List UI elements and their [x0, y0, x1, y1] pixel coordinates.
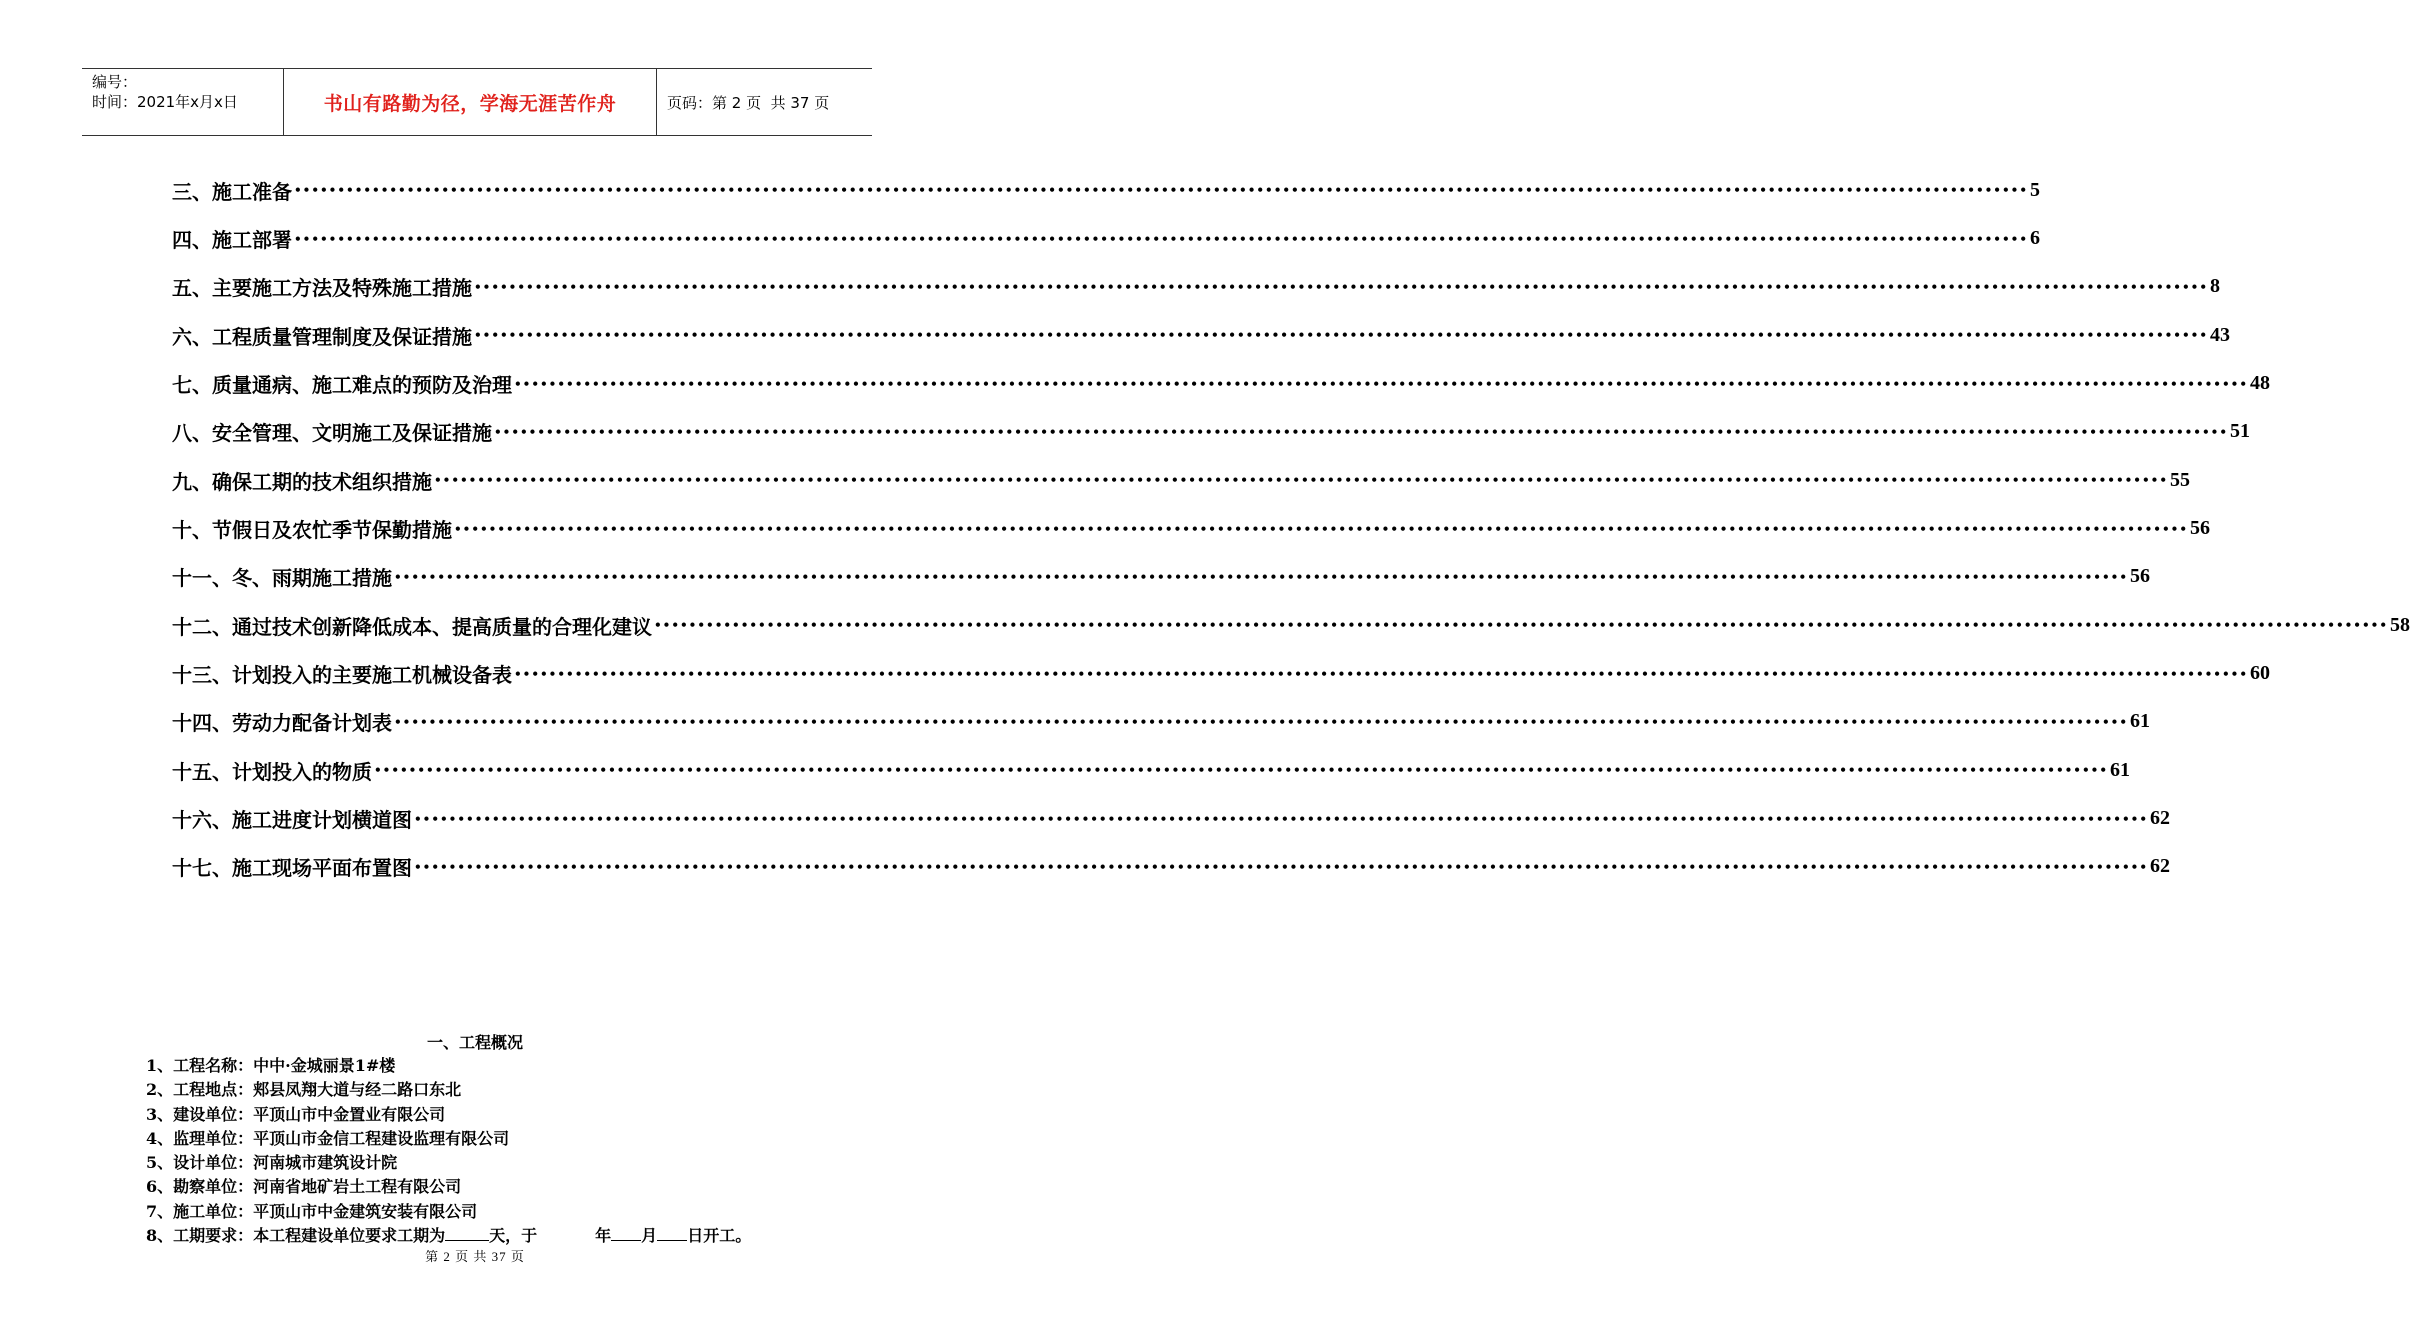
toc-entry[interactable]	[172, 214, 2040, 262]
days-blank[interactable]	[445, 1226, 489, 1241]
overview-item: 2、工程地点：郏县凤翔大道与经二路口东北	[146, 1080, 462, 1100]
toc-entry-title: 十六、施工进度计划横道图	[172, 808, 412, 833]
toc-entry-title: 十二、通过技术创新降低成本、提高质量的合理化建议	[172, 614, 652, 639]
toc-entry-page: 55	[2169, 468, 2190, 491]
toc-entry[interactable]	[172, 263, 2220, 311]
toc-entry[interactable]	[172, 698, 2150, 746]
toc-entry[interactable]	[172, 649, 2270, 697]
toc-leader-dots: ••••••••••••••••••••••••••••••••••••••••••••••••••••••••••••••••••••••••••••••••••••••••••••••••••••••••••••••••••••••••••••••••••••••••••••••••••••••••••••••••••••••••••••••••••••••••••••••••••••••••	[474, 279, 2208, 294]
toc-leader-dots: ••••••••••••••••••••••••••••••••••••••••••••••••••••••••••••••••••••••••••••••••••••••••••••••••••••••••••••••••••••••••••••••••••••••••••••••••••••••••••••••••••••••••••••••••••••••••••••••••••••••••	[374, 763, 2108, 778]
header-time: 时间：2021年x月x日	[92, 93, 238, 111]
toc-entry-page: 8	[2209, 275, 2220, 298]
toc-entry-title: 十、节假日及农忙季节保勤措施	[172, 518, 452, 543]
toc-entry[interactable]	[172, 553, 2150, 601]
toc-entry-title: 四、施工部署	[172, 228, 292, 253]
table-of-contents	[172, 166, 2410, 891]
toc-entry-title: 六、工程质量管理制度及保证措施	[172, 324, 472, 349]
toc-entry-title: 五、主要施工方法及特殊施工措施	[172, 276, 472, 301]
toc-entry-title: 八、安全管理、文明施工及保证措施	[172, 421, 492, 446]
toc-entry-title: 十四、劳动力配备计划表	[172, 711, 392, 736]
toc-entry[interactable]	[172, 456, 2190, 504]
toc-entry-title: 七、质量通病、施工难点的预防及治理	[172, 373, 512, 398]
toc-entry[interactable]	[172, 843, 2170, 891]
toc-entry[interactable]	[172, 408, 2250, 456]
month-label: 月	[641, 1226, 658, 1246]
toc-leader-dots: ••••••••••••••••••••••••••••••••••••••••••••••••••••••••••••••••••••••••••••••••••••••••••••••••••••••••••••••••••••••••••••••••••••••••••••••••••••••••••••••••••••••••••••••••••••••••••••••••••••••••	[494, 424, 2228, 439]
toc-entry-page: 62	[2149, 807, 2170, 830]
toc-leader-dots: ••••••••••••••••••••••••••••••••••••••••••••••••••••••••••••••••••••••••••••••••••••••••••••••••••••••••••••••••••••••••••••••••••••••••••••••••••••••••••••••••••••••••••••••••••••••••••••••••••••••••	[394, 569, 2128, 584]
schedule-text: 日开工。	[687, 1226, 752, 1246]
toc-entry-page: 58	[2389, 613, 2410, 636]
overview-item: 5、设计单位：河南城市建筑设计院	[146, 1153, 398, 1173]
toc-entry-page: 48	[2249, 372, 2270, 395]
toc-entry-page: 5	[2029, 178, 2040, 201]
toc-entry-page: 51	[2229, 420, 2250, 443]
toc-entry-page: 61	[2109, 758, 2130, 781]
toc-leader-dots: ••••••••••••••••••••••••••••••••••••••••••••••••••••••••••••••••••••••••••••••••••••••••••••••••••••••••••••••••••••••••••••••••••••••••••••••••••••••••••••••••••••••••••••••••••••••••••••••••••••••••	[414, 811, 2148, 826]
overview-item-schedule	[146, 1224, 751, 1248]
toc-leader-dots: ••••••••••••••••••••••••••••••••••••••••••••••••••••••••••••••••••••••••••••••••••••••••••••••••••••••••••••••••••••••••••••••••••••••••••••••••••••••••••••••••••••••••••••••••••••••••••••••••••••••••	[514, 376, 2248, 391]
toc-entry[interactable]	[172, 311, 2230, 359]
month-blank[interactable]	[611, 1226, 641, 1241]
toc-leader-dots: ••••••••••••••••••••••••••••••••••••••••••••••••••••••••••••••••••••••••••••••••••••••••••••••••••••••••••••••••••••••••••••••••••••••••••••••••••••••••••••••••••••••••••••••••••••••••••••••••••••••••	[474, 328, 2208, 343]
toc-leader-dots: ••••••••••••••••••••••••••••••••••••••••••••••••••••••••••••••••••••••••••••••••••••••••••••••••••••••••••••••••••••••••••••••••••••••••••••••••••••••••••••••••••••••••••••••••••••••••••••••••••••••••	[454, 521, 2188, 536]
header-motto: 书山有路勤为径，学海无涯苦作舟	[284, 69, 657, 135]
toc-entry[interactable]	[172, 746, 2130, 794]
header-meta	[82, 69, 284, 135]
day-blank[interactable]	[657, 1226, 687, 1241]
toc-entry-page: 60	[2249, 662, 2270, 685]
toc-entry-page: 61	[2129, 710, 2150, 733]
toc-entry-title: 十三、计划投入的主要施工机械设备表	[172, 663, 512, 688]
toc-leader-dots: ••••••••••••••••••••••••••••••••••••••••••••••••••••••••••••••••••••••••••••••••••••••••••••••••••••••••••••••••••••••••••••••••••••••••••••••••••••••••••••••••••••••••••••••••••••••••••••••••••••••••	[294, 183, 2028, 198]
toc-leader-dots: ••••••••••••••••••••••••••••••••••••••••••••••••••••••••••••••••••••••••••••••••••••••••••••••••••••••••••••••••••••••••••••••••••••••••••••••••••••••••••••••••••••••••••••••••••••••••••••••••••••••••	[514, 666, 2248, 681]
toc-leader-dots: ••••••••••••••••••••••••••••••••••••••••••••••••••••••••••••••••••••••••••••••••••••••••••••••••••••••••••••••••••••••••••••••••••••••••••••••••••••••••••••••••••••••••••••••••••••••••••••••••••••••••	[434, 473, 2168, 488]
year-label: 年	[595, 1226, 612, 1246]
toc-entry-title: 三、施工准备	[172, 179, 292, 204]
toc-leader-dots: ••••••••••••••••••••••••••••••••••••••••••••••••••••••••••••••••••••••••••••••••••••••••••••••••••••••••••••••••••••••••••••••••••••••••••••••••••••••••••••••••••••••••••••••••••••••••••••••••••••••••	[414, 859, 2148, 874]
overview-item: 3、建设单位：平顶山市中金置业有限公司	[146, 1104, 446, 1124]
toc-entry-title: 九、确保工期的技术组织措施	[172, 469, 432, 494]
overview-item: 7、施工单位：平顶山市中金建筑安装有限公司	[146, 1201, 478, 1221]
toc-entry-page: 56	[2129, 565, 2150, 588]
toc-entry-page: 43	[2209, 323, 2230, 346]
toc-entry-title: 十七、施工现场平面布置图	[172, 856, 412, 881]
toc-leader-dots: ••••••••••••••••••••••••••••••••••••••••••••••••••••••••••••••••••••••••••••••••••••••••••••••••••••••••••••••••••••••••••••••••••••••••••••••••••••••••••••••••••••••••••••••••••••••••••••••••••••••••	[394, 714, 2128, 729]
page-header	[82, 68, 872, 136]
schedule-text: 天，于	[489, 1226, 538, 1246]
toc-entry[interactable]	[172, 794, 2170, 842]
schedule-text: 8、工期要求：本工程建设单位要求工期为	[146, 1226, 446, 1246]
toc-entry-page: 6	[2029, 227, 2040, 250]
overview-item: 6、勘察单位：河南省地矿岩土工程有限公司	[146, 1177, 462, 1197]
toc-leader-dots: ••••••••••••••••••••••••••••••••••••••••••••••••••••••••••••••••••••••••••••••••••••••••••••••••••••••••••••••••••••••••••••••••••••••••••••••••••••••••••••••••••••••••••••••••••••••••••••••••••••••••	[294, 231, 2028, 246]
toc-entry-page: 56	[2189, 517, 2210, 540]
toc-entry-title: 十一、冬、雨期施工措施	[172, 566, 392, 591]
toc-entry-title: 十五、计划投入的物质	[172, 759, 372, 784]
header-number: 编号：	[92, 73, 138, 91]
header-page-info: 页码：第 2 页 共 37 页	[667, 93, 830, 112]
project-overview-list	[146, 1054, 751, 1248]
toc-entry[interactable]	[172, 359, 2270, 407]
toc-leader-dots: ••••••••••••••••••••••••••••••••••••••••••••••••••••••••••••••••••••••••••••••••••••••••••••••••••••••••••••••••••••••••••••••••••••••••••••••••••••••••••••••••••••••••••••••••••••••••••••••••••••••••	[654, 618, 2388, 633]
toc-entry[interactable]	[172, 166, 2040, 214]
page-footer: 第 2 页 共 37 页	[425, 1249, 525, 1264]
section-title: 一、工程概况	[426, 1033, 523, 1052]
toc-entry-page: 62	[2149, 855, 2170, 878]
toc-entry[interactable]	[172, 504, 2210, 552]
toc-entry[interactable]	[172, 601, 2410, 649]
overview-item: 4、监理单位：平顶山市金信工程建设监理有限公司	[146, 1128, 510, 1148]
overview-item: 1、工程名称：中中·金城丽景1#楼	[146, 1056, 396, 1075]
